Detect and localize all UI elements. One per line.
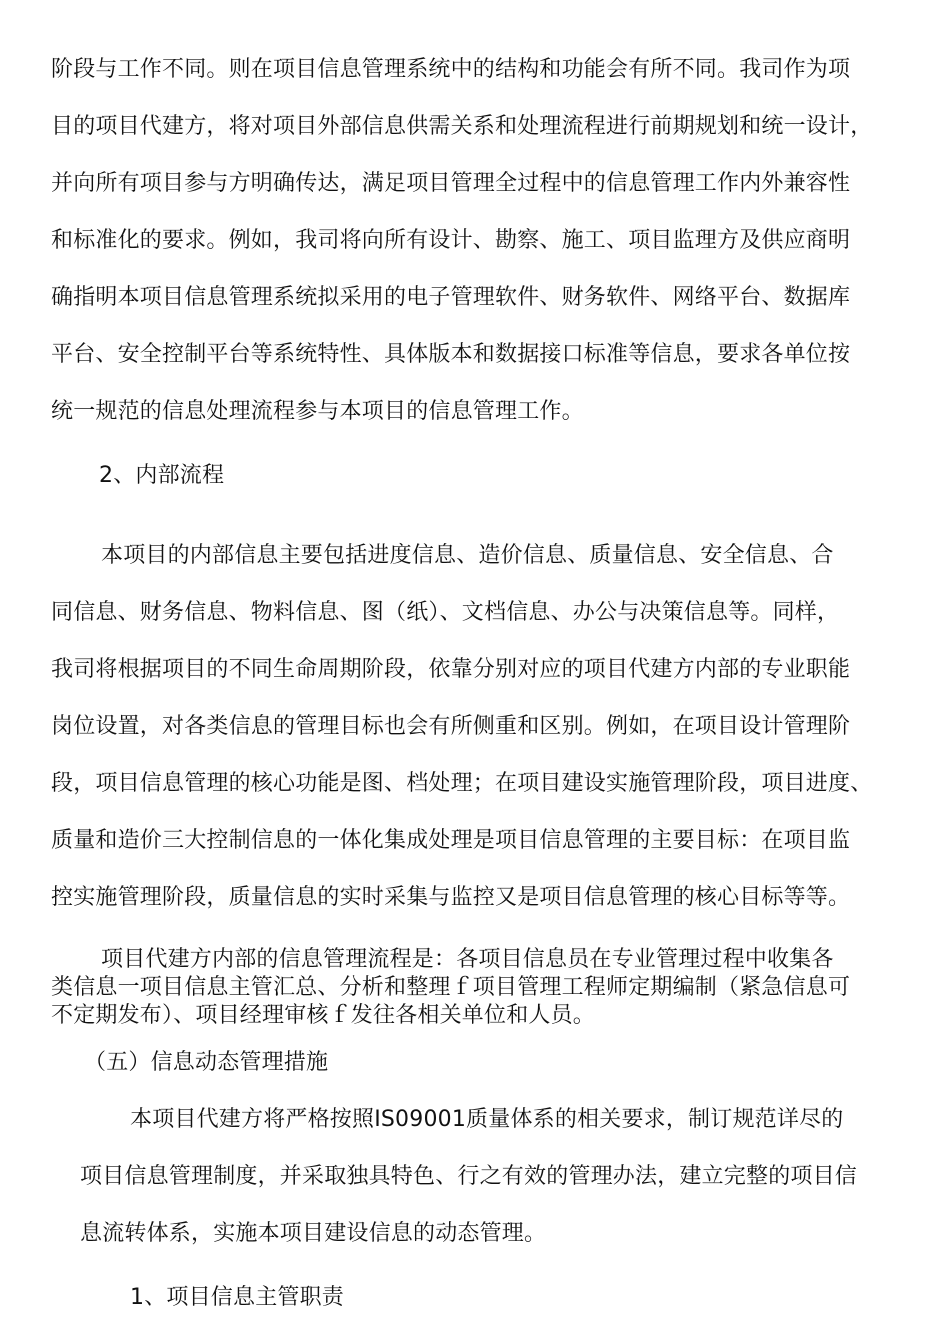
text-line: 和标准化的要求。例如，我司将向所有设计、勘察、施工、项目监理方及供应商明	[51, 228, 851, 253]
text-line: 我司将根据项目的不同生命周期阶段，依靠分别对应的项目代建方内部的专业职能	[51, 657, 851, 682]
text-line: 本项目的内部信息主要包括进度信息、造价信息、质量信息、安全信息、合	[101, 543, 834, 568]
text-line: 项目代建方内部的信息管理流程是：各项目信息员在专业管理过程中收集各	[101, 947, 834, 972]
heading-info-supervisor-duties: 1、项目信息主管职责	[130, 1285, 344, 1310]
text-line: 段，项目信息管理的核心功能是图、档处理；在项目建设实施管理阶段，项目进度、	[51, 771, 873, 796]
text-line: 岗位设置，对各类信息的管理目标也会有所侧重和区别。例如，在项目设计管理阶	[51, 714, 851, 739]
heading-internal-flow: 2、内部流程	[99, 463, 225, 488]
text-line: 息流转体系，实施本项目建设信息的动态管理。	[80, 1221, 547, 1246]
text-line: 类信息一项目信息主管汇总、分析和整理ｆ项目管理工程师定期编制（紧急信息可	[51, 975, 851, 1000]
text-line: 控实施管理阶段，质量信息的实时采集与监控又是项目信息管理的核心目标等等。	[51, 885, 851, 910]
text-line: 本项目代建方将严格按照IS09001质量体系的相关要求，制订规范详尽的	[130, 1107, 844, 1132]
text-line: 同信息、财务信息、物料信息、图（纸）、文档信息、办公与决策信息等。同样，	[51, 600, 840, 625]
text-line: 统一规范的信息处理流程参与本项目的信息管理工作。	[51, 399, 584, 424]
text-line: 项目信息管理制度，并采取独具特色、行之有效的管理办法，建立完整的项目信	[80, 1164, 858, 1189]
heading-section-five: （五）信息动态管理措施	[84, 1050, 329, 1075]
text-line: 不定期发布）、项目经理审核ｆ发往各相关单位和人员。	[51, 1003, 596, 1028]
text-line: 确指明本项目信息管理系统拟采用的电子管理软件、财务软件、网络平台、数据库	[51, 285, 851, 310]
text-line: 平台、安全控制平台等系统特性、具体版本和数据接口标准等信息，要求各单位按	[51, 342, 851, 367]
text-line: 质量和造价三大控制信息的一体化集成处理是项目信息管理的主要目标：在项目监	[51, 828, 851, 853]
text-line: 阶段与工作不同。则在项目信息管理系统中的结构和功能会有所不同。我司作为项	[51, 57, 851, 82]
text-line: 并向所有项目参与方明确传达，满足项目管理全过程中的信息管理工作内外兼容性	[51, 171, 851, 196]
text-line: 目的项目代建方，将对项目外部信息供需关系和处理流程进行前期规划和统一设计，	[51, 114, 873, 139]
